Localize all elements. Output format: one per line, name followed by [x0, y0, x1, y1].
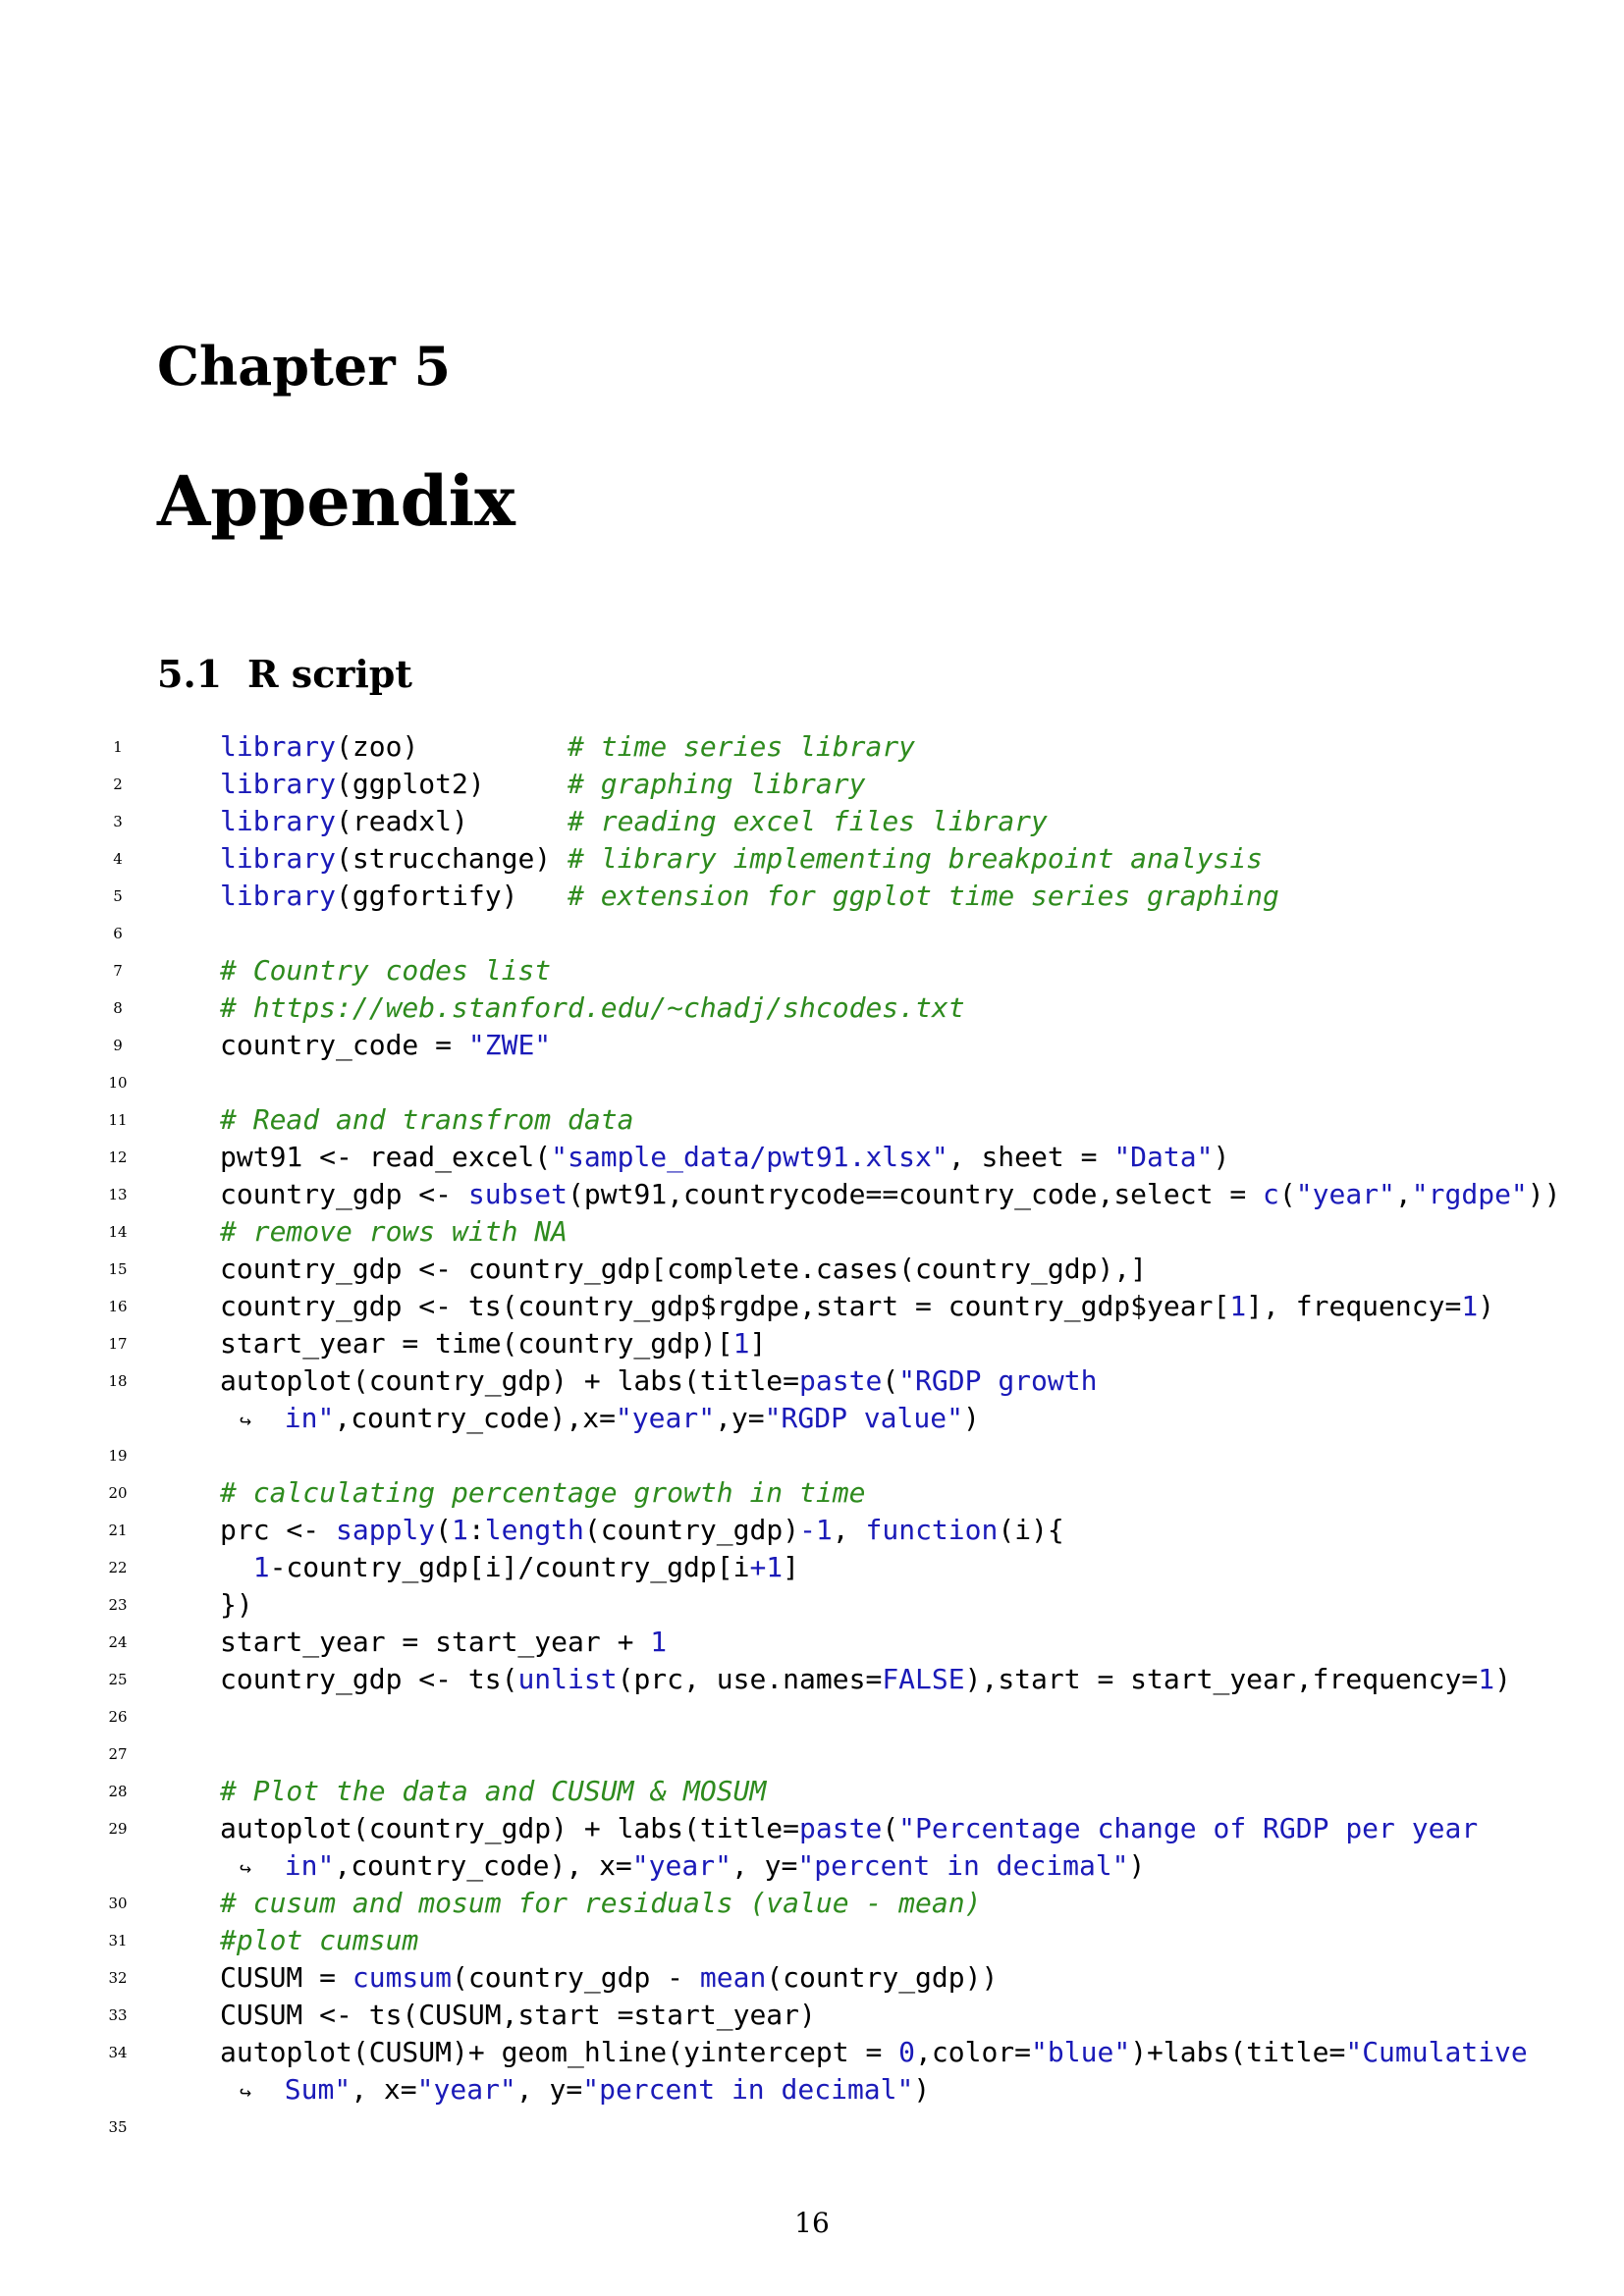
- code-comment: # time series library: [568, 730, 916, 763]
- code-line: [0, 2034, 1624, 2071]
- code-comment: #plot cumsum: [220, 1924, 419, 1956]
- code-token: (country_gdp): [583, 1514, 800, 1546]
- code-token: start_year = start_year +: [220, 1626, 651, 1658]
- code-text: [220, 803, 1048, 840]
- line-number: 5: [113, 887, 123, 905]
- code-comment: # Country codes list: [220, 954, 552, 987]
- line-number: 16: [108, 1298, 128, 1315]
- code-token: (zoo): [336, 730, 568, 763]
- line-number: 20: [108, 1484, 128, 1502]
- code-string: "year": [615, 1402, 716, 1434]
- line-number: 23: [108, 1596, 128, 1614]
- code-token: country_code =: [220, 1029, 468, 1061]
- line-number: 11: [108, 1111, 128, 1129]
- line-number: 7: [113, 962, 123, 980]
- code-text: [220, 1288, 1494, 1325]
- chapter-label: Chapter 5: [157, 335, 452, 398]
- section-title: R script: [247, 652, 412, 696]
- code-line: [0, 1810, 1624, 1847]
- code-token: ,: [1394, 1178, 1412, 1210]
- code-text: [220, 1549, 799, 1586]
- code-string: in": [284, 1402, 335, 1434]
- code-line: [0, 1474, 1624, 1512]
- code-line: [0, 1139, 1624, 1176]
- code-keyword: -1: [799, 1514, 833, 1546]
- code-token: -country_gdp[i]/country_gdp[i: [269, 1551, 750, 1583]
- code-keyword: library: [220, 730, 337, 763]
- code-keyword: cumsum: [352, 1961, 453, 1994]
- line-number: 25: [108, 1671, 128, 1688]
- code-string: "Percentage change of RGDP per year: [898, 1812, 1479, 1844]
- line-number: 6: [113, 925, 123, 942]
- code-keyword: length: [484, 1514, 584, 1546]
- code-line: [0, 1885, 1624, 1922]
- code-text: [220, 1624, 667, 1661]
- code-line: [0, 1549, 1624, 1586]
- code-line: [0, 1512, 1624, 1549]
- code-line: [0, 989, 1624, 1027]
- code-keyword: sapply: [336, 1514, 436, 1546]
- code-text: [220, 1661, 1511, 1698]
- code-line: [0, 1773, 1624, 1810]
- line-number: 30: [108, 1895, 128, 1912]
- code-line: [0, 1661, 1624, 1698]
- code-line: [0, 1251, 1624, 1288]
- code-comment: # graphing library: [568, 768, 866, 800]
- code-keyword: unlist: [517, 1663, 618, 1695]
- code-line: [0, 2109, 1624, 2146]
- code-text: [220, 1325, 766, 1362]
- code-string: in": [284, 1849, 335, 1882]
- code-token: (: [882, 1812, 899, 1844]
- code-keyword: 1: [452, 1514, 468, 1546]
- code-token: (ggfortify): [336, 880, 568, 912]
- line-number: 29: [108, 1820, 128, 1838]
- code-token: autoplot(CUSUM)+ geom_hline(yintercept =: [220, 2036, 899, 2068]
- code-comment: # Read and transfrom data: [220, 1103, 634, 1136]
- line-number: 28: [108, 1783, 128, 1800]
- code-token: pwt91 <- read_excel(: [220, 1141, 552, 1173]
- code-token: autoplot(country_gdp) + labs(title=: [220, 1364, 800, 1397]
- code-line: [0, 915, 1624, 952]
- code-token: ): [1213, 1141, 1230, 1173]
- code-text: [220, 1251, 1147, 1288]
- code-text: [220, 878, 1279, 915]
- code-continuation-line: [0, 1847, 1624, 1885]
- code-token: ): [1128, 1849, 1146, 1882]
- code-keyword: library: [220, 805, 337, 837]
- code-token: (readxl): [336, 805, 568, 837]
- code-text: [220, 1101, 633, 1139]
- code-line: [0, 1325, 1624, 1362]
- code-keyword: +1: [749, 1551, 784, 1583]
- code-line: [0, 1027, 1624, 1064]
- code-comment: # extension for ggplot time series graphing: [568, 880, 1279, 912]
- line-number: 27: [108, 1745, 128, 1763]
- line-continuation-icon: ↪: [240, 1409, 252, 1432]
- code-keyword: mean: [699, 1961, 767, 1994]
- code-text: [220, 1139, 1229, 1176]
- code-line: [0, 1586, 1624, 1624]
- code-line: [0, 840, 1624, 878]
- line-number: 15: [108, 1260, 128, 1278]
- code-token: start_year = time(country_gdp)[: [220, 1327, 733, 1360]
- code-token: [220, 1551, 253, 1583]
- code-token: (: [1278, 1178, 1296, 1210]
- page-number: 16: [794, 2207, 830, 2239]
- code-token: (ggplot2): [336, 768, 568, 800]
- code-token: )+labs(title=: [1130, 2036, 1346, 2068]
- code-comment: # https://web.stanford.edu/~chadj/shcodes.txt: [220, 991, 965, 1024]
- code-text: [220, 1810, 1478, 1847]
- code-text: [220, 1474, 865, 1512]
- code-token: ,color=: [915, 2036, 1032, 2068]
- code-token: ): [1478, 1290, 1495, 1322]
- code-token: ,country_code), x=: [334, 1849, 632, 1882]
- code-string: "sample_data/pwt91.xlsx": [551, 1141, 948, 1173]
- code-line: [0, 803, 1624, 840]
- line-number: 33: [108, 2006, 128, 2024]
- code-text: [220, 728, 915, 766]
- code-token: (: [882, 1364, 899, 1397]
- code-text: [220, 1027, 551, 1064]
- chapter-title: Appendix: [157, 460, 515, 542]
- line-number: 26: [108, 1708, 128, 1726]
- line-number: 34: [108, 2044, 128, 2061]
- code-token: ,y=: [715, 1402, 765, 1434]
- code-text: [240, 1847, 1145, 1887]
- line-number: 13: [108, 1186, 128, 1203]
- code-token: ]: [783, 1551, 800, 1583]
- line-number: 4: [113, 850, 123, 868]
- code-string: "percent in decimal": [582, 2073, 914, 2106]
- code-string: "percent in decimal": [797, 1849, 1129, 1882]
- code-token: (country_gdp)): [766, 1961, 999, 1994]
- code-token: , x=: [351, 2073, 417, 2106]
- code-line: [0, 728, 1624, 766]
- code-keyword: 1: [1478, 1663, 1495, 1695]
- code-keyword: 1: [1229, 1290, 1247, 1322]
- code-token: (: [435, 1514, 453, 1546]
- code-text: [220, 1922, 418, 1959]
- line-number: 8: [113, 999, 123, 1017]
- code-token: country_gdp <-: [220, 1178, 468, 1210]
- code-token: country_gdp <- ts(country_gdp$rgdpe,start = country_gdp$year[: [220, 1290, 1230, 1322]
- line-number: 19: [108, 1447, 128, 1465]
- code-text: [220, 1362, 1097, 1400]
- code-token: (pwt91,countrycode==country_code,select =: [568, 1178, 1264, 1210]
- code-keyword: library: [220, 842, 337, 875]
- code-keyword: paste: [799, 1364, 883, 1397]
- code-line: [0, 1101, 1624, 1139]
- code-string: "rgdpe": [1411, 1178, 1528, 1210]
- code-token: ): [1494, 1663, 1511, 1695]
- code-line: [0, 1959, 1624, 1997]
- code-text: [220, 766, 865, 803]
- line-number: 10: [108, 1074, 128, 1092]
- code-line: [0, 766, 1624, 803]
- code-token: country_gdp <- country_gdp[complete.cases(country_gdp),]: [220, 1253, 1148, 1285]
- code-line: [0, 1698, 1624, 1735]
- code-string: "ZWE": [467, 1029, 552, 1061]
- code-token: }): [220, 1588, 253, 1621]
- code-token: ): [913, 2073, 931, 2106]
- line-number: 31: [108, 1932, 128, 1949]
- code-line: [0, 1176, 1624, 1213]
- code-line: [0, 878, 1624, 915]
- code-token: , sheet =: [947, 1141, 1114, 1173]
- code-comment: # cusum and mosum for residuals (value - mean): [220, 1887, 982, 1919]
- code-text: [220, 1773, 766, 1810]
- code-keyword: 1: [1461, 1290, 1479, 1322]
- code-comment: # Plot the data and CUSUM & MOSUM: [220, 1775, 767, 1807]
- code-line: [0, 1624, 1624, 1661]
- code-token: (i){: [998, 1514, 1064, 1546]
- code-string: "year": [416, 2073, 516, 2106]
- code-continuation-line: [0, 2071, 1624, 2109]
- code-keyword: 0: [898, 2036, 916, 2068]
- code-keyword: 1: [650, 1626, 668, 1658]
- code-token: ]: [749, 1327, 767, 1360]
- code-line: [0, 1064, 1624, 1101]
- code-comment: # library implementing breakpoint analysis: [568, 842, 1264, 875]
- line-continuation-icon: ↪: [240, 2080, 252, 2104]
- code-token: (strucchange): [336, 842, 568, 875]
- line-number: 12: [108, 1148, 128, 1166]
- line-number: 14: [108, 1223, 128, 1241]
- line-continuation-icon: ↪: [240, 1856, 252, 1880]
- code-token: )): [1527, 1178, 1561, 1210]
- code-keyword: library: [220, 768, 337, 800]
- code-line: [0, 1288, 1624, 1325]
- code-keyword: FALSE: [882, 1663, 965, 1695]
- code-token: ): [962, 1402, 980, 1434]
- code-line: [0, 952, 1624, 989]
- line-number: 32: [108, 1969, 128, 1987]
- code-line: [0, 1922, 1624, 1959]
- code-line: [0, 1362, 1624, 1400]
- line-number: 3: [113, 813, 123, 830]
- code-text: [220, 840, 1263, 878]
- code-string: "RGDP value": [764, 1402, 963, 1434]
- line-number: 9: [113, 1037, 123, 1054]
- line-number: 2: [113, 775, 123, 793]
- line-number: 1: [113, 738, 123, 756]
- code-text: [220, 1959, 998, 1997]
- code-keyword: 1: [732, 1327, 750, 1360]
- code-string: "RGDP growth: [898, 1364, 1098, 1397]
- code-keyword: subset: [467, 1178, 568, 1210]
- code-line: [0, 1997, 1624, 2034]
- line-number: 21: [108, 1522, 128, 1539]
- code-token: CUSUM <- ts(CUSUM,start =start_year): [220, 1999, 816, 2031]
- line-number: 24: [108, 1633, 128, 1651]
- code-token: country_gdp <- ts(: [220, 1663, 518, 1695]
- code-token: (country_gdp -: [452, 1961, 700, 1994]
- code-keyword: paste: [799, 1812, 883, 1844]
- code-continuation-line: [0, 1400, 1624, 1437]
- code-text: [220, 1176, 1561, 1213]
- code-comment: # calculating percentage growth in time: [220, 1476, 866, 1509]
- code-keyword: library: [220, 880, 337, 912]
- code-token: , y=: [515, 2073, 583, 2106]
- code-line: [0, 1437, 1624, 1474]
- code-keyword: function: [865, 1514, 999, 1546]
- code-text: [220, 989, 965, 1027]
- code-token: autoplot(country_gdp) + labs(title=: [220, 1812, 800, 1844]
- code-line: [0, 1735, 1624, 1773]
- code-token: prc <-: [220, 1514, 337, 1546]
- code-text: [240, 1400, 980, 1439]
- code-string: "year": [631, 1849, 731, 1882]
- code-line: [0, 1213, 1624, 1251]
- code-token: CUSUM =: [220, 1961, 352, 1994]
- code-token: :: [467, 1514, 485, 1546]
- code-string: Sum": [284, 2073, 352, 2106]
- code-token: ),start = start_year,frequency=: [964, 1663, 1479, 1695]
- code-string: "year": [1295, 1178, 1395, 1210]
- code-text: [220, 1512, 1064, 1549]
- code-comment: # remove rows with NA: [220, 1215, 568, 1248]
- code-text: [220, 1213, 568, 1251]
- section-heading: [157, 652, 412, 696]
- code-text: [220, 2034, 1528, 2071]
- code-text: [220, 1997, 816, 2034]
- code-text: [220, 952, 551, 989]
- line-number: 18: [108, 1372, 128, 1390]
- code-token: ,country_code),x=: [334, 1402, 616, 1434]
- code-token: (prc, use.names=: [617, 1663, 883, 1695]
- code-keyword: c: [1263, 1178, 1279, 1210]
- line-number: 35: [108, 2118, 128, 2136]
- code-text: [220, 1885, 981, 1922]
- code-listing: [0, 728, 1624, 2146]
- code-string: "blue": [1031, 2036, 1131, 2068]
- line-number: 17: [108, 1335, 128, 1353]
- code-text: [220, 1586, 253, 1624]
- code-text: [240, 2071, 930, 2110]
- line-number: 22: [108, 1559, 128, 1576]
- code-token: , y=: [731, 1849, 798, 1882]
- section-number: 5.1: [157, 652, 223, 696]
- code-keyword: 1: [252, 1551, 270, 1583]
- code-comment: # reading excel files library: [568, 805, 1048, 837]
- code-string: "Data": [1113, 1141, 1214, 1173]
- code-token: ,: [832, 1514, 866, 1546]
- code-string: "Cumulative: [1345, 2036, 1528, 2068]
- code-token: ], frequency=: [1246, 1290, 1462, 1322]
